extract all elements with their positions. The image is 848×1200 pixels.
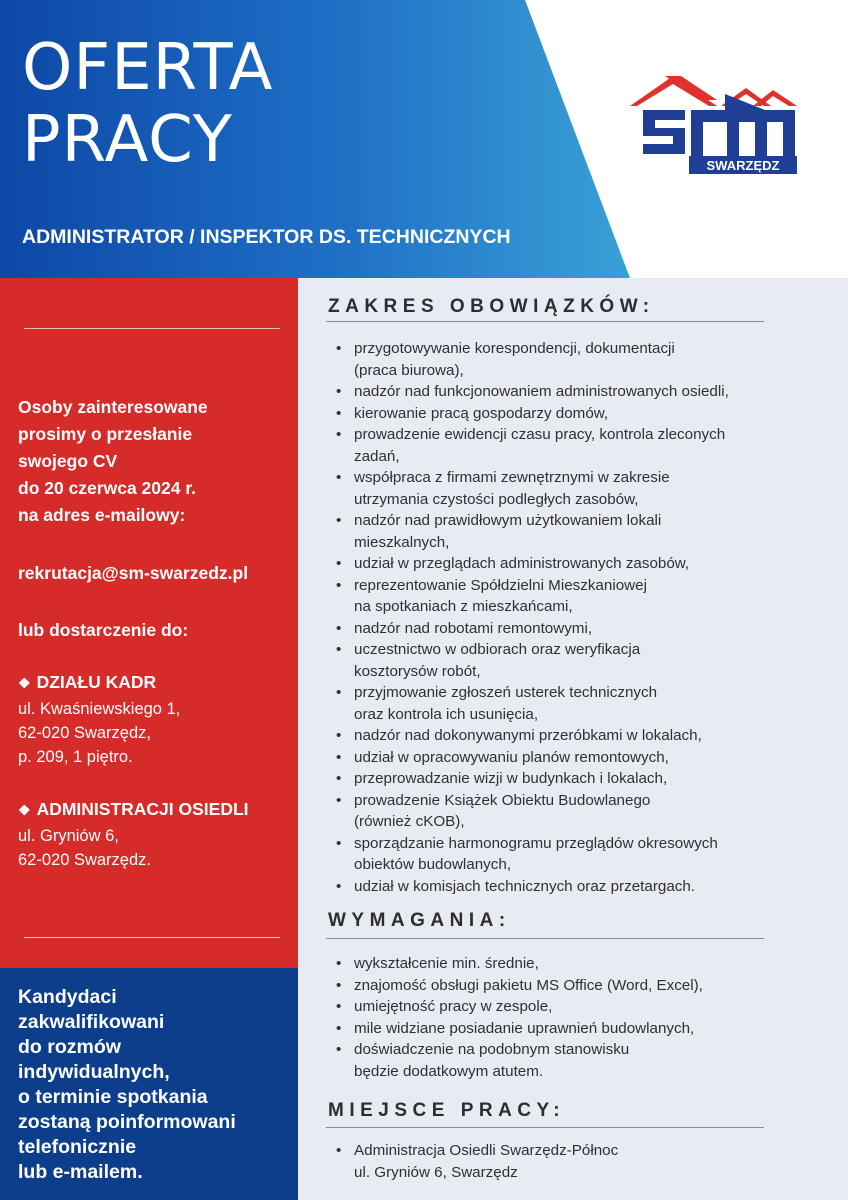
deadline-line: do 20 czerwca 2024 r.: [18, 478, 197, 498]
duty-item-text: kosztorysów robót,: [354, 662, 481, 680]
duty-item: [336, 575, 729, 618]
diamond-bullet-icon: ❖: [18, 802, 31, 818]
duty-item-text: • nadzór nad dokonywanymi przeróbkami w lokalach,: [354, 727, 702, 744]
duty-item-text: • nadzór nad prawidłowym użytkowaniem lokali: [354, 512, 662, 529]
notice-text: [18, 985, 293, 1185]
duty-item-text: • nadzór nad robotami remontowymi,: [354, 619, 593, 637]
duty-item-text: • udział w opracowywaniu planów remontowych,: [354, 748, 669, 766]
contact-panel: [0, 278, 298, 968]
workplace-item-text: ul. Gryniów 6, Swarzędz: [354, 1163, 518, 1181]
duties-heading-line: [326, 321, 764, 322]
notice-line: telefonicznie: [18, 1136, 137, 1158]
notice-panel: [0, 968, 298, 1200]
intro-line: swojego CV: [18, 451, 118, 471]
address-line: 62-020 Swarzędz.: [18, 851, 151, 869]
requirement-item-text: • umiejętność pracy w zespole,: [354, 998, 553, 1015]
office-admin-name: ADMINISTRACJI OSIEDLI: [36, 799, 249, 819]
intro-line: na adres e-mailowy:: [18, 505, 186, 525]
notice-line: lub e-mailem.: [18, 1161, 143, 1183]
duty-item-text: • reprezentowanie Spółdzielni Mieszkaniowej: [354, 576, 647, 594]
office-hr-name: DZIAŁU KADR: [36, 672, 157, 692]
notice-line: o terminie spotkania: [18, 1086, 208, 1108]
duty-item: [336, 467, 729, 510]
requirement-item-text: będzie dodatkowym atutem.: [354, 1062, 544, 1080]
duty-item: [336, 639, 729, 682]
duty-item: [336, 833, 729, 876]
duty-item-text: • nadzór nad funkcjonowaniem administrowanych osiedli,: [354, 383, 729, 400]
duty-item: [336, 381, 729, 403]
requirement-item-text: • wykształcenie min. średnie,: [354, 955, 539, 972]
job-details: [298, 278, 848, 1200]
duty-item: [336, 747, 729, 769]
duty-item: [336, 338, 729, 381]
application-instructions: [18, 394, 208, 529]
requirement-item-text: • znajomość obsługi pakietu MS Office (Word, Excel),: [354, 976, 703, 994]
workplace-item-text: • Administracja Osiedli Swarzędz-Północ: [354, 1142, 619, 1159]
sm-swarzedz-logo: [625, 70, 800, 176]
workplace-heading: MIEJSCE PRACY:: [328, 1100, 566, 1121]
duties-heading: ZAKRES OBOWIĄZKÓW:: [328, 296, 655, 317]
duty-item-text: • kierowanie pracą gospodarzy domów,: [354, 404, 609, 422]
requirement-item: [336, 953, 703, 975]
workplace-list: [336, 1140, 618, 1183]
workplace-item: [336, 1140, 618, 1183]
requirements-list: [336, 953, 703, 1082]
duty-item-text: • przeprowadzanie wizji w budynkach i lokalach,: [354, 770, 668, 787]
requirement-item-text: • mile widziane posiadanie uprawnień budowlanych,: [354, 1019, 695, 1037]
duty-item: [336, 790, 729, 833]
office-hr: [18, 669, 180, 769]
office-administration: [18, 796, 249, 872]
duty-item-text: • prowadzenie Książek Obiektu Budowlanego: [354, 791, 651, 809]
address-line: ul. Kwaśniewskiego 1,: [18, 700, 181, 718]
address-line: 62-020 Swarzędz,: [18, 724, 151, 742]
duty-item-text: • uczestnictwo w odbiorach oraz weryfikacja: [354, 641, 641, 658]
duty-item-text: • przyjmowanie zgłoszeń usterek technicznych: [354, 684, 658, 701]
duty-item-text: oraz kontrola ich usunięcia,: [354, 705, 539, 723]
duty-item-text: zadań,: [354, 447, 400, 465]
logo-text: SWARZĘDZ: [706, 158, 780, 173]
duty-item: [336, 403, 729, 425]
notice-line: Kandydaci: [18, 986, 117, 1008]
duty-item-text: obiektów budowlanych,: [354, 856, 512, 873]
requirements-heading-line: [326, 938, 764, 939]
duty-item-text: (praca biurowa),: [354, 361, 464, 379]
requirement-item: [336, 1018, 703, 1040]
notice-line: zakwalifikowani: [18, 1011, 165, 1033]
intro-line: prosimy o przesłanie: [18, 424, 193, 444]
diamond-bullet-icon: ❖: [18, 675, 31, 691]
requirement-item: [336, 1039, 703, 1082]
duty-item-text: utrzymania czystości podległych zasobów,: [354, 490, 639, 508]
duty-item-text: • udział w komisjach technicznych oraz przetargach.: [354, 877, 696, 895]
title-line-1: OFERTA: [22, 31, 274, 105]
duty-item: [336, 618, 729, 640]
duty-item: [336, 725, 729, 747]
email-link[interactable]: rekrutacja@sm-swarzedz.pl: [18, 563, 249, 583]
workplace-heading-line: [326, 1127, 764, 1128]
job-title: ADMINISTRATOR / INSPEKTOR DS. TECHNICZNYCH: [22, 226, 511, 248]
header-banner: [0, 0, 848, 278]
duty-item: [336, 876, 729, 898]
divider-top: [24, 328, 280, 329]
address-line: ul. Gryniów 6,: [18, 827, 119, 845]
duty-item: [336, 682, 729, 725]
notice-line: do rozmów: [18, 1036, 121, 1058]
duty-item-text: (również cKOB),: [354, 813, 465, 830]
delivery-label: lub dostarczenie do:: [18, 620, 189, 640]
duty-item: [336, 510, 729, 553]
duty-item-text: na spotkaniach z mieszkańcami,: [354, 598, 573, 615]
duty-item-text: • przygotowywanie korespondencji, dokumentacji: [354, 340, 675, 357]
requirements-heading: WYMAGANIA:: [328, 910, 511, 931]
divider-bottom: [24, 937, 280, 938]
duty-item-text: • współpraca z firmami zewnętrznymi w zakresie: [354, 469, 670, 486]
notice-line: indywidualnych,: [18, 1061, 170, 1083]
requirement-item-text: • doświadczenie na podobnym stanowisku: [354, 1041, 630, 1058]
duty-item: [336, 424, 729, 467]
address-line: p. 209, 1 piętro.: [18, 748, 133, 766]
duty-item-text: • prowadzenie ewidencji czasu pracy, kontrola zleconych: [354, 426, 726, 443]
duties-list: [336, 338, 729, 897]
notice-line: zostaną poinformowani: [18, 1111, 236, 1133]
duty-item: [336, 553, 729, 575]
requirement-item: [336, 975, 703, 997]
duty-item-text: • sporządzanie harmonogramu przeglądów okresowych: [354, 834, 718, 852]
requirement-item: [336, 996, 703, 1018]
duty-item-text: mieszkalnych,: [354, 533, 450, 551]
duty-item: [336, 768, 729, 790]
page-title: [22, 32, 273, 176]
intro-line: Osoby zainteresowane: [18, 397, 208, 417]
duty-item-text: • udział w przeglądach administrowanych zasobów,: [354, 555, 690, 572]
title-line-2: PRACY: [22, 103, 233, 177]
